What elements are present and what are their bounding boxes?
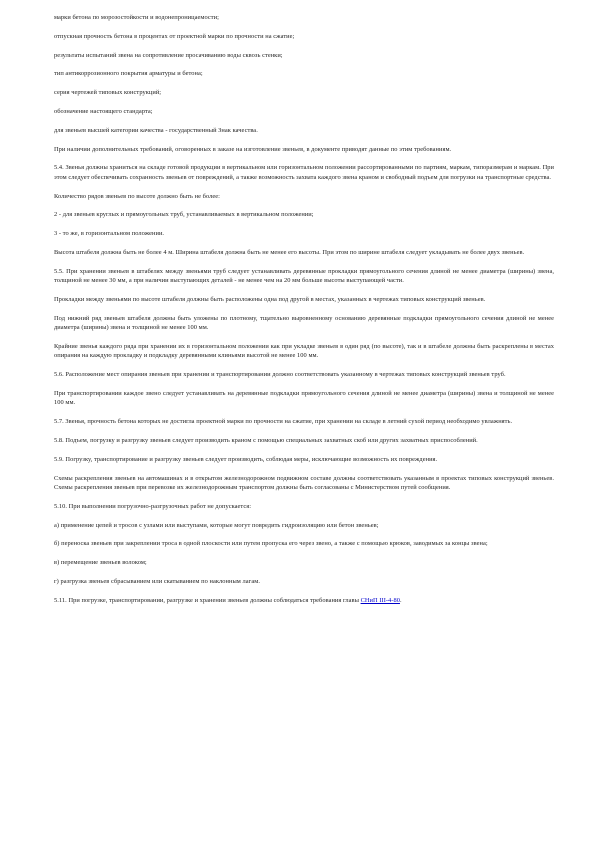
- final-paragraph: [54, 596, 554, 605]
- paragraph: 5.9. Погрузку, транспортирование и разгрузку звеньев следует производить, соблюдая меры, исключающие возможность их повреждения.: [54, 455, 438, 463]
- paragraph: серия чертежей типовых конструкций;: [54, 89, 162, 97]
- paragraph: г) разгрузка звеньев сбрасыванием или скатыванием по наклонным лагам.: [54, 577, 260, 585]
- paragraph: Крайние звенья каждого ряда при хранении их в горизонтальном положении как при укладке звеньев в один ряд (по высоте), так и в штабеле должны быть раскреплены в местах опирания на каждую прокладку и подкладку деревянными клиньями высотой не менее 100 мм.: [54, 342, 554, 360]
- snip-link[interactable]: СНиП III-4-80: [360, 596, 400, 604]
- final-paragraph-end: .: [399, 596, 402, 604]
- paragraph: 2 - для звеньев круглых и прямоугольных труб, устанавливаемых в вертикальном положении;: [54, 211, 314, 219]
- paragraph: 5.7. Звенья, прочность бетона которых не достигла проектной марки по прочности на сжатие, при хранении на складе в летний сухой период необходимо увлажнять.: [54, 418, 513, 426]
- paragraph: 5.6. Расположение мест опирания звеньев при хранении и транспортировании должно соответствовать указанному в чертежах типовых конструкций звеньев труб.: [54, 371, 506, 379]
- paragraph: марки бетона по морозостойкости и водонепроницаемости;: [54, 14, 219, 21]
- final-paragraph-text: 5.11. При погрузке, транспортировании, разгрузке и хранении звеньев должны соблюдаться требования главы: [54, 596, 361, 604]
- paragraph: 5.5. При хранении звеньев в штабелях между звеньями труб следует устанавливать деревянные прокладки прямоугольного сечения длиной не менее диаметра (ширины) звена, толщиной не менее 30 мм, а при наличии выступающих деталей - не менее чем на 20 мм больше высоты выступающей части.: [54, 267, 554, 285]
- paragraph: в) перемещение звеньев волоком;: [54, 559, 147, 567]
- paragraph: При наличии дополнительных требований, оговоренных в заказе на изготовление звеньев, в документе приводят данные по этим требованиям.: [54, 145, 452, 153]
- paragraph: а) применение цепей и тросов с узлами или выступами, которые могут повредить гидроизоляцию или бетон звеньев;: [54, 521, 379, 529]
- paragraph: б) переноска звеньев при закреплении троса в одной плоскости или путем пропуска его через звено, а также с помощью крюков, заводимых за концы звена;: [54, 540, 488, 548]
- paragraph: Под нижний ряд звеньев штабеля должны быть уложены по плотному, тщательно выровненному основанию деревянные подкладки прямоугольного сечения длиной не менее диаметра (ширины) звена и толщиной не менее 100 мм.: [54, 314, 554, 332]
- paragraph: 3 - то же, в горизонтальном положении.: [54, 230, 165, 238]
- paragraph: Высота штабеля должна быть не более 4 м. Ширина штабеля должна быть не менее его высоты. При этом по ширине штабеля следует укладывать не более двух звеньев.: [54, 248, 525, 256]
- paragraph: 5.8. Подъем, погрузку и разгрузку звеньев следует производить краном с помощью специальных захватных скоб или других захватных приспособлений.: [54, 436, 478, 444]
- paragraph: Прокладки между звеньями по высоте штабеля должны быть расположены одна под другой в местах, указанных в чертежах типовых конструкций звеньев.: [54, 295, 486, 303]
- paragraph: Количество рядов звеньев по высоте должно быть не более:: [54, 192, 220, 200]
- paragraph: Схемы раскрепления звеньев на автомашинах и в открытом железнодорожном подвижном составе должны соответствовать указанным в проектах типовых конструкций звеньев. Схемы раскрепления звеньев при перевозке их железнодорожным транспортом должны быть согласованы с Министерством путей сообщения.: [54, 474, 554, 491]
- paragraph: отпускная прочность бетона в процентах от проектной марки по прочности на сжатие;: [54, 32, 295, 40]
- paragraph: При транспортировании каждое звено следует устанавливать на деревянные подкладки прямоугольного сечения длиной не менее диаметра (ширины) звена и толщиной не менее 100 мм.: [54, 389, 554, 407]
- paragraph: обозначение настоящего стандарта;: [54, 107, 153, 115]
- paragraph: тип антикоррозионного покрытия арматуры и бетона;: [54, 70, 203, 78]
- paragraph: 5.4. Звенья должны храниться на складе готовой продукции в вертикальном или горизонтальном положении рассортированными по партиям, маркам, типоразмерам и маркам. При этом следует обеспечивать сохранность звеньев от повреждений, а также возможность захвата каждого звена краном и свободный подъем для погрузки на транспортные средства.: [54, 164, 554, 181]
- paragraph: для звеньев высшей категории качества - государственный Знак качества.: [54, 126, 258, 134]
- document-page: [54, 13, 554, 605]
- paragraph: результаты испытаний звена на сопротивление просачиванию воды сквозь стенки;: [54, 51, 283, 59]
- paragraph: 5.10. При выполнении погрузочно-разгрузочных работ не допускается:: [54, 502, 252, 510]
